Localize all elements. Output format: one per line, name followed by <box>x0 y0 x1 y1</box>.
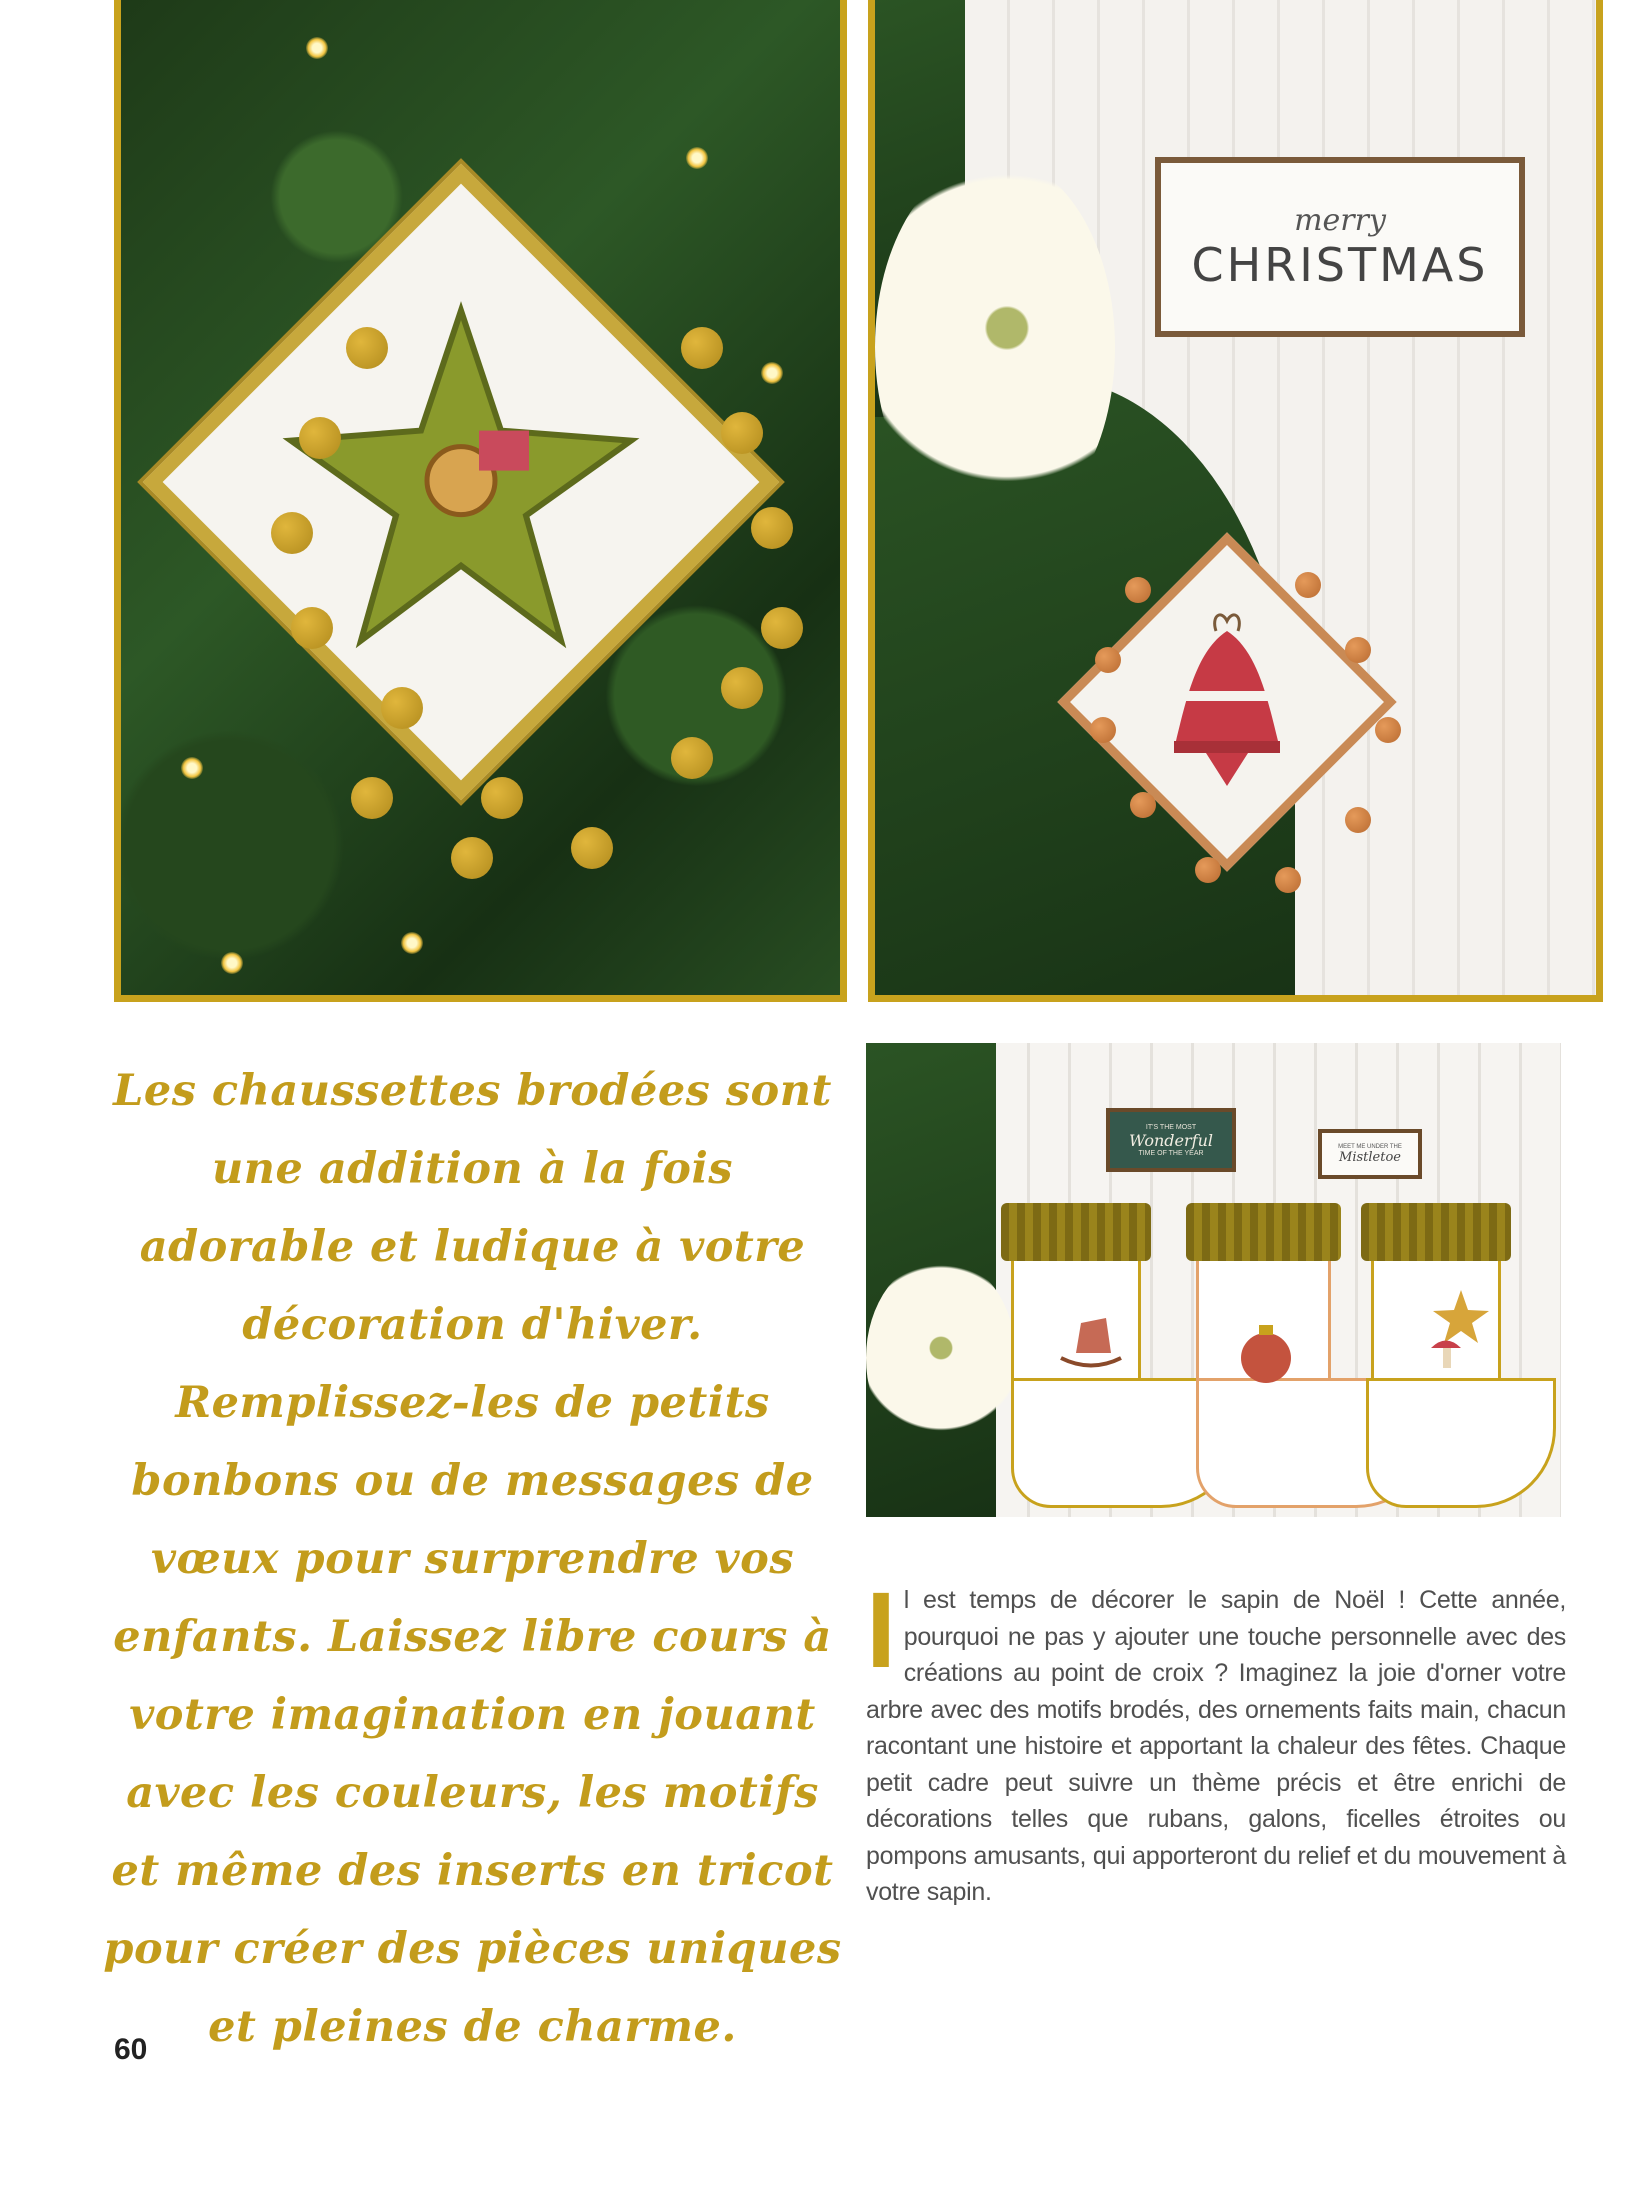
merry-christmas-sign <box>1155 157 1525 337</box>
poinsettia-flower <box>875 157 1115 537</box>
pompom <box>1345 807 1371 833</box>
mistletoe-sign <box>1318 1129 1422 1179</box>
drop-cap: I <box>866 1569 896 1690</box>
pompom <box>1375 717 1401 743</box>
tree-light <box>221 952 243 974</box>
knit-cuff <box>1001 1203 1151 1261</box>
tree-light <box>306 37 328 59</box>
pompom <box>271 512 313 554</box>
pompom <box>351 777 393 819</box>
article-body <box>866 1569 1566 1911</box>
bell-stitch-icon <box>1116 591 1338 813</box>
tree-light <box>401 932 423 954</box>
knit-cuff <box>1186 1203 1341 1261</box>
article-body-text: l est temps de décorer le sapin de Noël ! Cette année, pourquoi ne pas y ajouter une touche personnelle avec des créations au point de croix ? Imaginez la joie d'orner votre arbre avec des motifs brodés, des ornements faits main, chacun racontant une histoire et apportant la chaleur des fêtes. Chaque petit cadre peut suivre un thème précis et être enrichi de décorations telles que rubans, galons, ficelles étroites ou pompons amusants, qui apporteront du relief et du mouvement à votre sapin. <box>866 1586 1566 1906</box>
pompom <box>721 667 763 709</box>
pompom <box>761 607 803 649</box>
sign-small-text: IT'S THE MOST <box>1145 1123 1197 1131</box>
pompom <box>291 607 333 649</box>
stocking-foot <box>1366 1378 1556 1508</box>
sign-script-text: Wonderful <box>1129 1130 1213 1150</box>
pompom <box>571 827 613 869</box>
pompom <box>1345 637 1371 663</box>
pull-quote: Les chaussettes brodées sont une addition à la fois adorable et ludique à votre décoration d'hiver. Remplissez-les de petits bonbons ou de messages de vœux pour surprendre vos enfants. Laissez libre cours à votre imagination en jouant avec les couleurs, les motifs et même des inserts en tricot pour créer des pièces uniques et pleines de charme. <box>103 1066 842 2052</box>
star-ornament-frame <box>143 164 779 800</box>
tree-light <box>181 757 203 779</box>
sign-small-text: TIME OF THE YEAR <box>1138 1149 1204 1157</box>
pompom <box>681 327 723 369</box>
wonderful-sign <box>1106 1108 1236 1172</box>
sign-main-text: CHRISTMAS <box>1191 237 1489 292</box>
pompom <box>1095 647 1121 673</box>
pompom <box>481 777 523 819</box>
pompom <box>1195 857 1221 883</box>
photo-bell-ornament <box>868 0 1603 1002</box>
photo-star-ornament <box>114 0 847 1002</box>
pompom <box>1130 792 1156 818</box>
sign-script-text: Mistletoe <box>1339 1149 1401 1165</box>
pompom <box>451 837 493 879</box>
photo-stockings <box>866 1043 1561 1517</box>
rocking-horse-stitch-icon <box>1051 1298 1131 1378</box>
knit-cuff <box>1361 1203 1511 1261</box>
poinsettia-flower <box>866 1258 1016 1458</box>
sign-small-text: MEET ME UNDER THE <box>1338 1143 1402 1150</box>
pompom <box>1275 867 1301 893</box>
pompom <box>721 412 763 454</box>
page-number: 60 <box>114 2033 148 2066</box>
pompom <box>1090 717 1116 743</box>
tree-light <box>686 147 708 169</box>
pompom <box>671 737 713 779</box>
pompom <box>1295 572 1321 598</box>
pompom <box>299 417 341 459</box>
pompom <box>1125 577 1151 603</box>
tree-light <box>761 362 783 384</box>
star-stitch-icon <box>1421 1288 1491 1378</box>
pompom <box>751 507 793 549</box>
sign-script-text: merry <box>1294 202 1386 238</box>
pompom <box>346 327 388 369</box>
bauble-stitch-icon <box>1231 1303 1301 1393</box>
pompom <box>381 687 423 729</box>
